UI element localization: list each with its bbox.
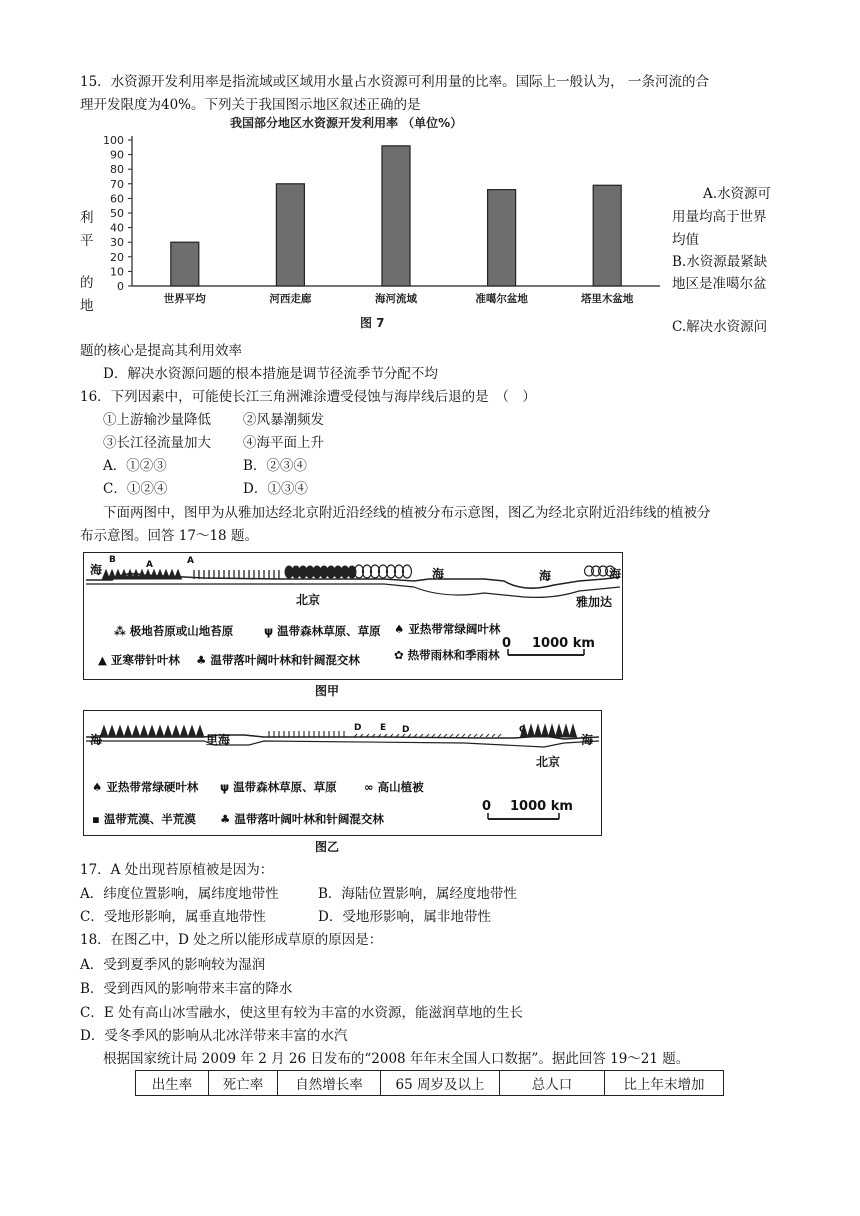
yi-legend-5: ♣ 温带落叶阔叶林和针阔混交林 bbox=[220, 812, 384, 826]
bar bbox=[171, 242, 199, 286]
y-tick-label: 80 bbox=[110, 163, 124, 177]
q16-item-4: ④海平面上升 bbox=[243, 435, 324, 451]
yi-scale-zero: 0 bbox=[482, 799, 492, 814]
q16-option-d: D．①③④ bbox=[243, 481, 308, 497]
q15-right-line-4: B.水资源最紧缺 bbox=[672, 254, 768, 270]
sclerophyll-tree-icon bbox=[197, 726, 204, 736]
jia-scale-zero: 0 bbox=[502, 636, 512, 651]
map-jia-caption: 图甲 bbox=[315, 684, 340, 698]
steppe-icon bbox=[444, 734, 447, 737]
jia-legend-1: ⁂ 极地苔原或山地苔原 bbox=[114, 624, 234, 638]
y-tick-label: 90 bbox=[110, 148, 124, 162]
sclerophyll-tree-icon: ♠ bbox=[92, 780, 103, 794]
q16-option-c: C．①②④ bbox=[103, 481, 168, 497]
sclerophyll-tree-icon bbox=[109, 726, 116, 736]
q17-option-d: D．受地形影响，属非地带性 bbox=[318, 909, 491, 925]
q16-stem: 16．下列因素中，可能使长江三角洲滩涂遭受侵蚀与海岸线后退的是 （ ） bbox=[80, 389, 536, 405]
broadleaf-tree-icon: ♠ bbox=[394, 622, 405, 636]
steppe-icon bbox=[432, 734, 435, 737]
q18-option-a: A．受到夏季风的影响较为湿润 bbox=[80, 957, 266, 973]
yi-place-beijing: 北京 bbox=[536, 755, 561, 769]
x-tick-label: 世界平均 bbox=[163, 293, 206, 305]
deciduous-tree-icon: ♣ bbox=[220, 812, 231, 826]
tundra-icon: ⁂ bbox=[114, 624, 126, 638]
yi-scale-label: 1000 km bbox=[510, 799, 573, 814]
sclerophyll-tree-icon bbox=[165, 726, 172, 736]
q15-right-line-6: C.解决水资源问 bbox=[672, 319, 768, 335]
sclerophyll-tree-icon bbox=[149, 726, 156, 736]
yi-point-e: E bbox=[380, 723, 387, 733]
q15-right-line-2: 用量均高于世界 bbox=[672, 209, 767, 225]
steppe-icon bbox=[426, 734, 429, 737]
q15-right-line-3: 均值 bbox=[672, 232, 699, 248]
conifer-tree-icon bbox=[151, 570, 158, 579]
th-death-rate: 死亡率 bbox=[209, 1071, 278, 1096]
grass-icon: ψ bbox=[220, 780, 230, 794]
yi-sea-label-caspian: 里海 bbox=[206, 733, 231, 747]
q17-option-c: C．受地形影响，属垂直地带性 bbox=[80, 909, 266, 925]
q18-option-b: B．受到西风的影响带来丰富的降水 bbox=[80, 981, 293, 997]
conifer-tree-icon: ▲ bbox=[98, 653, 107, 667]
jia-point-a-2: A bbox=[187, 556, 194, 566]
steppe-icon bbox=[450, 734, 453, 737]
y-tick-label: 60 bbox=[110, 192, 124, 206]
water-use-bar-chart bbox=[90, 114, 665, 344]
jia-point-a-1: A bbox=[146, 560, 153, 570]
deciduous-tree-icon bbox=[535, 725, 542, 737]
steppe-icon bbox=[438, 734, 441, 737]
x-tick-label: 准噶尔盆地 bbox=[475, 293, 528, 305]
yi-legend-3: ∞ 高山植被 bbox=[364, 780, 424, 794]
chart-title: 我国部分地区水资源开发利用率 （单位%） bbox=[230, 116, 463, 130]
y-tick-label: 40 bbox=[110, 221, 124, 235]
sclerophyll-tree-icon bbox=[181, 726, 188, 736]
jia-place-jakarta: 雅加达 bbox=[576, 595, 613, 609]
deciduous-tree-icon bbox=[549, 725, 556, 737]
q15-left-char-3: 的 bbox=[80, 275, 94, 291]
x-tick-label: 塔里木盆地 bbox=[580, 293, 634, 305]
jia-legend-2: ψ 温带森林草原、草原 bbox=[264, 624, 381, 638]
jia-legend-3: ♠ 亚热带常绿阔叶林 bbox=[394, 622, 501, 636]
q16-option-b: B．②③④ bbox=[243, 458, 307, 474]
steppe-icon bbox=[480, 734, 483, 737]
bar bbox=[593, 185, 621, 286]
yi-point-c: C bbox=[519, 725, 526, 735]
q15-stem-line2: 理开发限度为40%。下列关于我国图示地区叙述正确的是 bbox=[80, 97, 421, 113]
deciduous-tree-icon bbox=[542, 725, 549, 737]
steppe-icon bbox=[462, 734, 465, 737]
conifer-tree-icon bbox=[109, 570, 116, 579]
yi-legend-4: ▪ 温带荒漠、半荒漠 bbox=[92, 812, 196, 826]
yi-legend-1: ♠ 亚热带常绿硬叶林 bbox=[92, 780, 199, 794]
q15-right-line-5: 地区是准噶尔盆 bbox=[672, 276, 767, 292]
q18-stem: 18．在图乙中，D 处之所以能形成草原的原因是： bbox=[80, 932, 383, 948]
y-tick-label: 50 bbox=[110, 207, 124, 220]
th-65-and-over: 65 周岁及以上 bbox=[381, 1071, 500, 1096]
y-tick-label: 20 bbox=[110, 250, 124, 264]
q15-stem-line1: 15．水资源开发利用率是指流域或区域用水量占水资源可利用量的比率。国际上一般认为， 一条河流的合 bbox=[80, 74, 709, 90]
deciduous-tree-icon bbox=[528, 725, 535, 737]
steppe-icon bbox=[456, 734, 459, 737]
q15-option-d: D．解决水资源问题的根本措施是调节径流季节分配不均 bbox=[103, 366, 438, 382]
jia-scale-label: 1000 km bbox=[532, 636, 595, 651]
sclerophyll-tree-icon bbox=[141, 726, 148, 736]
intro-19-21: 根据国家统计局 2009 年 2 月 26 日发布的“2008 年年末全国人口数据”。据此回答 19～21 题。 bbox=[103, 1051, 690, 1067]
q15-left-char-4: 地 bbox=[80, 298, 94, 314]
q16-item-3: ③长江径流量加大 bbox=[103, 435, 211, 451]
y-tick-label: 0 bbox=[117, 280, 124, 293]
jia-legend-4: ▲ 亚寒带针叶林 bbox=[98, 653, 180, 667]
jia-sea-label-2: 海 bbox=[432, 567, 445, 581]
conifer-tree-icon bbox=[163, 570, 170, 579]
jia-legend-5: ♣ 温带落叶阔叶林和针阔混交林 bbox=[196, 653, 360, 667]
sclerophyll-tree-icon bbox=[189, 726, 196, 736]
q15-right-line-1: A.水资源可 bbox=[703, 186, 772, 202]
deciduous-tree-icon bbox=[556, 725, 563, 737]
jia-sea-label-1: 海 bbox=[90, 563, 103, 577]
bar bbox=[488, 190, 516, 286]
th-increase: 比上年末增加 bbox=[605, 1071, 724, 1096]
steppe-icon bbox=[468, 734, 471, 737]
q16-item-1: ①上游输沙量降低 bbox=[103, 412, 211, 428]
yi-point-d-1: D bbox=[354, 723, 362, 733]
map-yi bbox=[83, 710, 602, 836]
yi-sea-label-1: 海 bbox=[90, 733, 103, 747]
desert-icon: ▪ bbox=[92, 812, 100, 826]
q17-stem: 17．A 处出现苔原植被是因为： bbox=[80, 862, 274, 878]
q18-option-c: C．E 处有高山冰雪融水，使这里有较为丰富的水资源，能滋润草地的生长 bbox=[80, 1005, 523, 1021]
x-tick-label: 海河流域 bbox=[375, 293, 417, 305]
th-total-population: 总人口 bbox=[500, 1071, 605, 1096]
yi-point-d-2: D bbox=[402, 725, 410, 735]
q16-item-2: ②风暴潮频发 bbox=[243, 412, 324, 428]
intro-17-18-line2: 布示意图。回答 17～18 题。 bbox=[80, 528, 258, 544]
x-tick-label: 河西走廊 bbox=[269, 293, 312, 305]
sclerophyll-tree-icon bbox=[117, 726, 124, 736]
q15-left-char-2: 平 bbox=[80, 233, 94, 249]
steppe-icon bbox=[498, 734, 501, 737]
y-tick-label: 100 bbox=[103, 134, 124, 147]
sclerophyll-tree-icon bbox=[133, 726, 140, 736]
chart-caption: 图 7 bbox=[360, 316, 385, 330]
conifer-tree-icon bbox=[175, 570, 182, 579]
q17-option-b: B．海陆位置影响，属经度地带性 bbox=[318, 886, 517, 902]
steppe-icon bbox=[492, 734, 495, 737]
map-yi-caption: 图乙 bbox=[315, 840, 340, 854]
bar bbox=[276, 184, 304, 286]
map-jia bbox=[83, 552, 623, 680]
grass-icon: ψ bbox=[264, 624, 274, 638]
y-tick-label: 70 bbox=[110, 177, 124, 191]
y-tick-label: 30 bbox=[110, 236, 124, 250]
th-natural-growth: 自然增长率 bbox=[278, 1071, 381, 1096]
jia-sea-label-4: 海 bbox=[609, 567, 622, 581]
steppe-icon bbox=[420, 734, 423, 737]
q15-left-char-1: 利 bbox=[80, 210, 94, 226]
th-birth-rate: 出生率 bbox=[136, 1071, 209, 1096]
steppe-icon bbox=[474, 734, 477, 737]
deciduous-tree-icon bbox=[570, 725, 577, 737]
conifer-tree-icon bbox=[169, 570, 176, 579]
intro-17-18-line1: 下面两图中，图甲为从雅加达经北京附近沿经线的植被分布示意图，图乙为经北京附近沿纬线的植被分 bbox=[103, 505, 711, 521]
q15-line-after-chart: 题的核心是提高其利用效率 bbox=[80, 343, 242, 359]
y-tick-label: 10 bbox=[110, 265, 124, 279]
alpine-vegetation-icon: ∞ bbox=[364, 780, 374, 794]
conifer-tree-icon bbox=[115, 570, 122, 579]
conifer-tree-icon bbox=[103, 570, 110, 579]
jia-legend-6: ✿ 热带雨林和季雨林 bbox=[394, 648, 500, 662]
q18-option-d: D．受冬季风的影响从北冰洋带来丰富的水汽 bbox=[80, 1028, 348, 1044]
sclerophyll-tree-icon bbox=[173, 726, 180, 736]
q17-option-a: A．纬度位置影响，属纬度地带性 bbox=[80, 886, 279, 902]
deciduous-tree-icon bbox=[563, 725, 570, 737]
steppe-icon bbox=[486, 734, 489, 737]
deciduous-tree-icon: ♣ bbox=[196, 653, 207, 667]
q16-option-a: A．①②③ bbox=[103, 458, 167, 474]
sclerophyll-tree-icon bbox=[125, 726, 132, 736]
conifer-tree-icon bbox=[157, 570, 164, 579]
jia-sea-label-3: 海 bbox=[539, 569, 552, 583]
population-table bbox=[135, 1070, 724, 1096]
jia-point-b: B bbox=[109, 555, 116, 565]
bar bbox=[382, 146, 410, 286]
sclerophyll-tree-icon bbox=[157, 726, 164, 736]
jia-place-beijing: 北京 bbox=[296, 593, 321, 607]
table-header-row bbox=[136, 1071, 724, 1096]
rainforest-icon: ✿ bbox=[394, 648, 404, 662]
yi-sea-label-2: 海 bbox=[581, 733, 594, 747]
yi-legend-2: ψ 温带森林草原、草原 bbox=[220, 780, 337, 794]
